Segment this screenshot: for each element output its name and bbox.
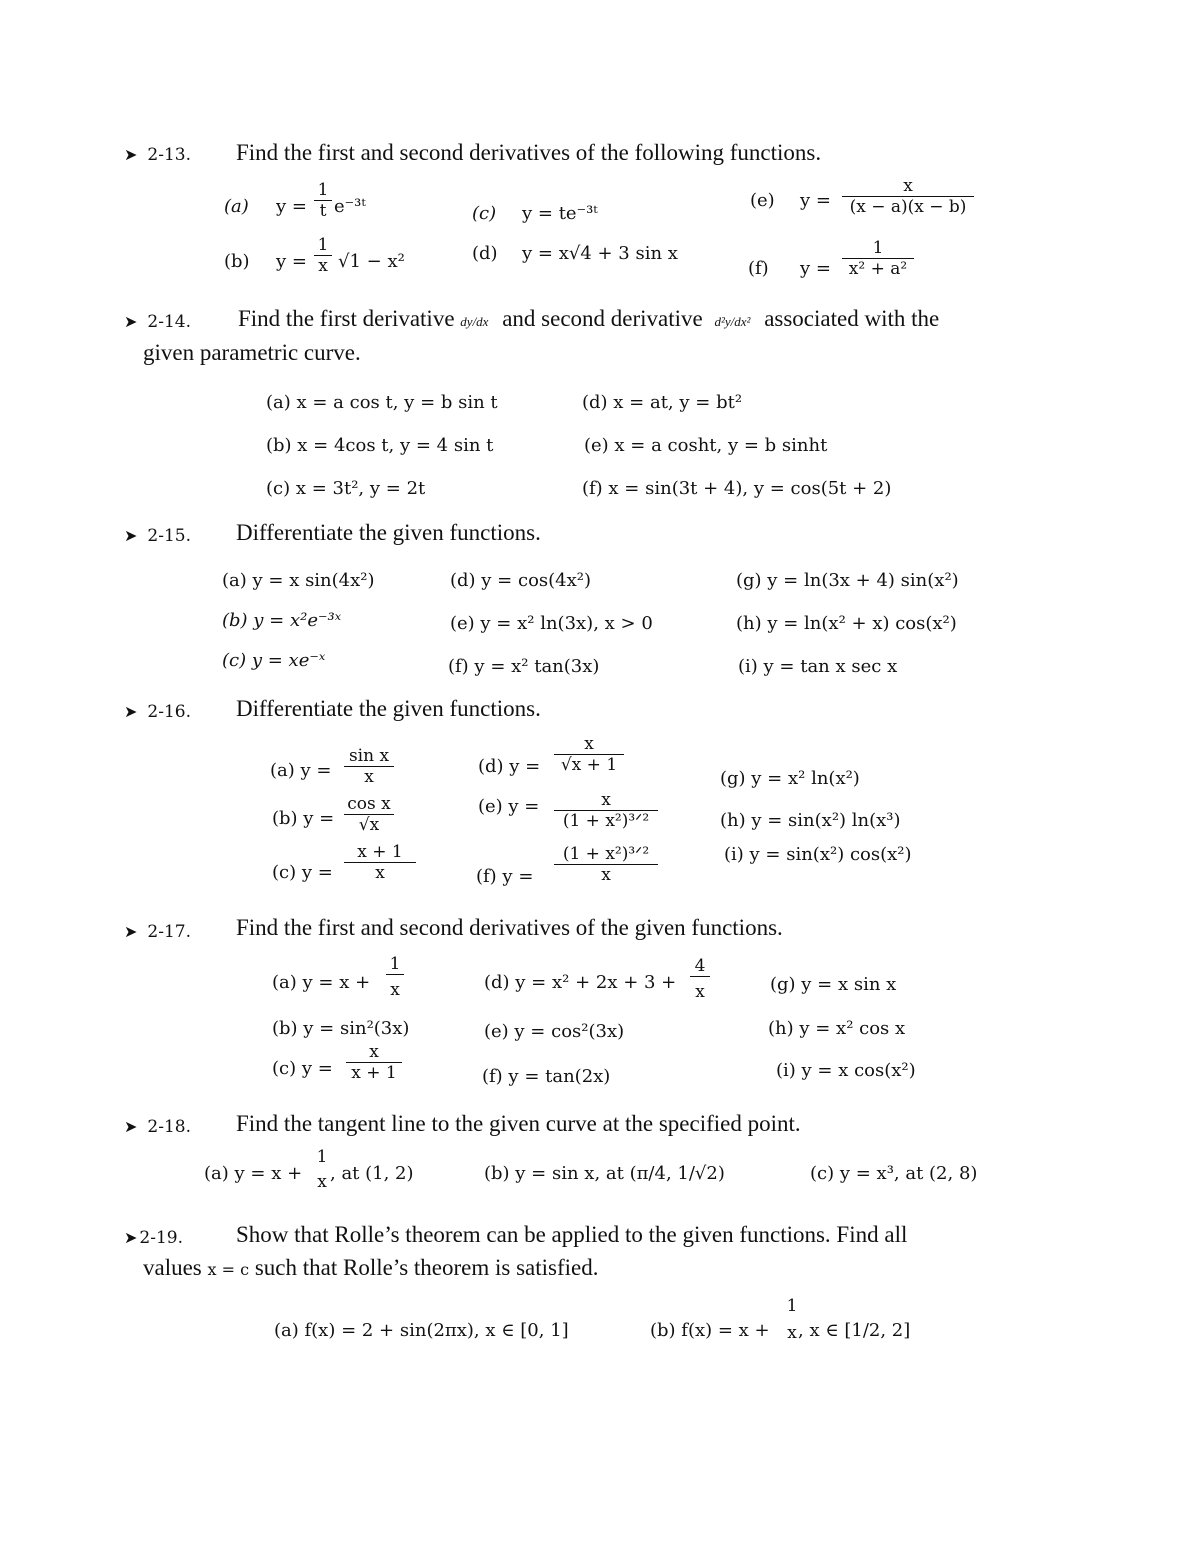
problem-heading-continued (143, 1255, 599, 1281)
item-b: (b) y = x²e⁻³ˣ (222, 610, 342, 631)
label-f: (f) (748, 258, 769, 279)
eq-c: y = te⁻³ᵗ (522, 203, 598, 224)
fraction-a (344, 746, 394, 787)
heading-text: values (143, 1255, 202, 1280)
fraction-c (344, 842, 416, 883)
problem-number-text: 2-17. (147, 922, 192, 942)
denominator: x (601, 865, 611, 885)
label-a: (a) (224, 196, 249, 217)
problem-number-text: 2-19. (139, 1228, 184, 1248)
numerator: x + 1 (344, 842, 416, 863)
arrow-icon: ➤ (124, 1117, 138, 1136)
numerator: x (346, 1042, 402, 1063)
problem-heading-part (238, 306, 939, 332)
item-f: (f) y = x² tan(3x) (448, 656, 600, 677)
problem-number (124, 1117, 191, 1137)
item-h: (h) y = x² cos x (768, 1018, 906, 1039)
x-equals-c: x = c (207, 1260, 250, 1279)
problem-number (124, 1228, 183, 1248)
numerator: 1 (314, 235, 332, 256)
numerator: x (554, 734, 624, 755)
fraction-a (386, 954, 404, 1005)
eq-b-pre: y = (276, 251, 307, 272)
arrow-icon: ➤ (124, 526, 138, 545)
eq-d: y = x√4 + 3 sin x (522, 243, 678, 264)
problem-number-text: 2-18. (147, 1117, 192, 1137)
numerator: x (842, 176, 974, 197)
denominator: (1 + x²)³ᐟ² (562, 811, 650, 831)
fraction-e (842, 176, 974, 217)
item-f: (f) y = tan(2x) (482, 1066, 611, 1087)
numerator: 1 (386, 954, 404, 975)
denominator: x (364, 767, 374, 787)
item-a: (a) x = a cos t, y = b sin t (266, 392, 498, 413)
label-b: (b) (224, 251, 250, 272)
item-a: (a) f(x) = 2 + sin(2πx), x ∈ [0, 1] (274, 1320, 569, 1341)
item-e-pre: (e) y = (478, 796, 540, 817)
problem-heading: Find the tangent line to the given curve at the specified point. (236, 1111, 801, 1136)
item-b-pre: (b) y = (272, 808, 335, 829)
denominator: x (318, 256, 328, 276)
item-e: (e) x = a cosht, y = b sinht (584, 435, 828, 456)
arrow-icon: ➤ (124, 1228, 138, 1247)
denominator: x (695, 982, 705, 1002)
fraction-a (314, 180, 332, 221)
eq-f-pre: y = (800, 258, 831, 279)
denominator: √x + 1 (560, 755, 618, 775)
item-d: (d) x = at, y = bt² (582, 392, 743, 413)
item-d: (d) y = cos(4x²) (450, 570, 592, 591)
heading-text: and second derivative (502, 306, 703, 331)
item-i: (i) y = x cos(x²) (776, 1060, 916, 1081)
item-b-pre: (b) f(x) = x + (650, 1320, 770, 1341)
fraction-b (314, 235, 332, 276)
denominator: x (787, 1323, 797, 1343)
arrow-icon: ➤ (124, 922, 138, 941)
denominator: x² + a² (848, 259, 908, 279)
item-b-post: , x ∈ [1/2, 2] (798, 1320, 911, 1341)
denominator: x (317, 1172, 327, 1192)
eq-a-pre: y = (276, 196, 307, 217)
fraction-f (842, 238, 914, 279)
fraction-c (346, 1042, 402, 1083)
dy-dx: dy/dx (460, 314, 489, 329)
label-e: (e) (750, 190, 775, 211)
eq-a-post: e⁻³ᵗ (334, 196, 366, 217)
label-c: (c) (472, 203, 497, 224)
problem-number-text: 2-13. (147, 145, 192, 165)
item-g: (g) y = x² ln(x²) (720, 768, 860, 789)
item-g: (g) y = ln(3x + 4) sin(x²) (736, 570, 959, 591)
problem-number-text: 2-16. (147, 702, 192, 722)
problem-heading: Show that Rolle’s theorem can be applied to the given functions. Find all (236, 1222, 908, 1247)
item-b: (b) x = 4cos t, y = 4 sin t (266, 435, 494, 456)
item-c: (c) x = 3t², y = 2t (266, 478, 426, 499)
denominator: x (390, 980, 400, 1000)
heading-text: associated with the (764, 306, 940, 331)
eq-b-post: √1 − x² (338, 251, 405, 272)
item-f-pre: (f) y = (476, 866, 534, 887)
fraction-d (690, 956, 710, 1007)
numerator: sin x (344, 746, 394, 767)
item-e: (e) y = x² ln(3x), x > 0 (450, 613, 653, 634)
label-d: (d) (472, 243, 498, 264)
numerator: 1 (314, 180, 332, 201)
problem-heading: Differentiate the given functions. (236, 520, 541, 545)
item-a: (a) y = x sin(4x²) (222, 570, 375, 591)
heading-text: Find the first derivative (238, 306, 455, 331)
arrow-icon: ➤ (124, 145, 138, 164)
numerator: x (554, 790, 658, 811)
item-c: (c) y = x³, at (2, 8) (810, 1163, 978, 1184)
fraction-b (344, 794, 394, 835)
item-a-pre: (a) y = x + (272, 972, 371, 993)
problem-heading: Differentiate the given functions. (236, 696, 541, 721)
denominator: (x − a)(x − b) (849, 197, 967, 217)
numerator: 4 (690, 956, 710, 977)
item-i: (i) y = tan x sec x (738, 656, 898, 677)
problem-number-text: 2-15. (147, 526, 192, 546)
item-c-pre: (c) y = (272, 1058, 333, 1079)
problem-heading: Find the first and second derivatives of the following functions. (236, 140, 822, 165)
problem-heading: Find the first and second derivatives of the given functions. (236, 915, 783, 940)
d2y-dx2: d²y/dx² (714, 314, 751, 329)
item-b: (b) y = sin x, at (π/4, 1/√2) (484, 1163, 725, 1184)
numerator: (1 + x²)³ᐟ² (554, 844, 658, 865)
fraction-d (554, 734, 624, 775)
item-c-pre: (c) y = (272, 862, 333, 883)
heading-text: such that Rolle’s theorem is satisfied. (254, 1255, 599, 1280)
item-h: (h) y = ln(x² + x) cos(x²) (736, 613, 957, 634)
denominator: x + 1 (351, 1063, 397, 1083)
item-i: (i) y = sin(x²) cos(x²) (724, 844, 912, 865)
numerator: 1 (842, 238, 914, 259)
denominator: t (319, 201, 327, 221)
denominator: x (375, 863, 385, 883)
fraction-a (313, 1147, 331, 1197)
fraction-e (554, 790, 658, 831)
arrow-icon: ➤ (124, 702, 138, 721)
item-h: (h) y = sin(x²) ln(x³) (720, 810, 901, 831)
problem-number-text: 2-14. (147, 312, 192, 332)
fraction-f (554, 844, 658, 885)
arrow-icon: ➤ (124, 312, 138, 331)
item-e: (e) y = cos²(3x) (484, 1021, 625, 1042)
denominator: √x (358, 815, 380, 835)
item-a-post: , at (1, 2) (330, 1163, 414, 1184)
item-d-pre: (d) y = x² + 2x + 3 + (484, 972, 677, 993)
numerator: cos x (344, 794, 394, 815)
problem-number (124, 145, 191, 165)
problem-number (124, 702, 191, 722)
item-a-pre: (a) y = x + (204, 1163, 303, 1184)
item-b: (b) y = sin²(3x) (272, 1018, 410, 1039)
item-g: (g) y = x sin x (770, 974, 897, 995)
numerator: 1 (316, 1147, 328, 1167)
numerator: 1 (786, 1296, 798, 1316)
item-c: (c) y = xe⁻ˣ (222, 650, 326, 671)
eq-e-pre: y = (800, 190, 831, 211)
problem-number (124, 526, 191, 546)
problem-number (124, 922, 191, 942)
problem-number (124, 312, 191, 332)
item-a-pre: (a) y = (270, 760, 332, 781)
item-d-pre: (d) y = (478, 756, 541, 777)
problem-heading-continued: given parametric curve. (143, 340, 361, 365)
item-f: (f) x = sin(3t + 4), y = cos(5t + 2) (582, 478, 892, 499)
